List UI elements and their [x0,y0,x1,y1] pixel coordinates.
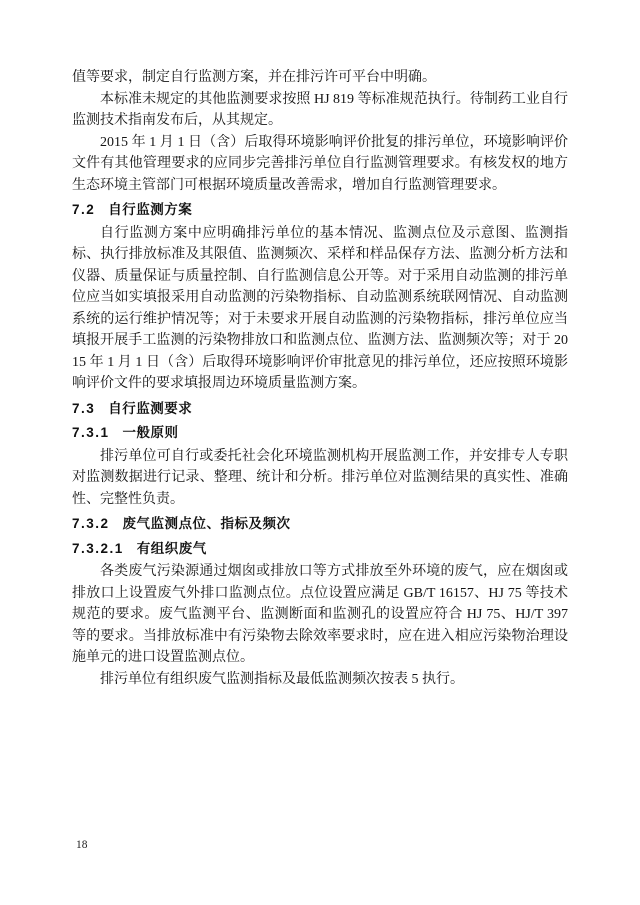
paragraph-other-monitoring: 本标准未规定的其他监测要求按照 HJ 819 等标准规范执行。待制药工业自行监测技术指南发布后，从其规定。 [72,91,568,128]
section-heading-7-3-2-1 [72,538,568,560]
paragraph-eia-2015: 2015 年 1 月 1 日（含）后取得环境影响评价批复的排污单位，环境影响评价文件有其他管理要求的应同步完善排污单位自行监测管理要求。有核发权的地方生态环境主管部门可根据环境质量改善需求，增加自行监测管理要求。 [72,134,568,193]
paragraph-general-principles: 排污单位可自行或委托社会化环境监测机构开展监测工作，并安排专人专职对监测数据进行记录、整理、统计和分析。排污单位对监测结果的真实性、准确性、完整性负责。 [72,448,568,507]
section-number: 7.3 [72,400,96,416]
paragraph-organized-waste-gas: 各类废气污染源通过烟囱或排放口等方式排放至外环境的废气，应在烟囱或排放口上设置废气外排口监测点位。点位设置应满足 GB/T 16157、HJ 75 等技术规范的要求。废气监测平台、监测断面和监测孔的设置应符合 HJ 75、HJ/T 397 等的要求。当排放标准中有污染物去除效率要求时，应在进入相应污染物治理设施单元的进口设置监测点位。 [72,564,568,665]
section-heading-7-2 [72,199,568,221]
section-title: 有组织废气 [136,540,207,556]
section-number: 7.3.2.1 [72,540,124,556]
section-title: 一般原则 [122,425,179,440]
section-number: 7.3.2 [72,516,110,531]
section-heading-7-3-1 [72,422,568,444]
section-title: 自行监测方案 [108,202,193,217]
section-number: 7.3.1 [72,425,110,440]
page-number: 18 [76,839,88,851]
section-number: 7.2 [72,202,96,217]
paragraph-table5-reference: 排污单位有组织废气监测指标及最低监测频次按表 5 执行。 [100,671,464,687]
section-heading-7-3-2 [72,513,568,535]
paragraph-monitoring-plan: 自行监测方案中应明确排污单位的基本情况、监测点位及示意图、监测指标、执行排放标准及其限值、监测频次、采样和样品保存方法、监测分析方法和仪器、质量保证与质量控制、自行监测信息公开等。对于采用自动监测的排污单位应当如实填报采用自动监测的污染物指标、自动监测系统联网情况、自动监测系统的运行维护情况等；对于未要求开展自动监测的污染物指标，排污单位应当填报开展手工监测的污染物排放口和监测点位、监测方法、监测频次等；对于 2015 年 1 月 1 日（含）后取得环境影响评价审批意见的排污单位，还应按照环境影响评价文件的要求填报周边环境质量监测方案。 [72,225,568,391]
section-heading-7-3 [72,398,568,420]
section-title: 废气监测点位、指标及频次 [122,516,291,531]
paragraph-continuation: 值等要求，制定自行监测方案，并在排污许可平台中明确。 [72,70,436,85]
section-title: 自行监测要求 [108,400,193,416]
